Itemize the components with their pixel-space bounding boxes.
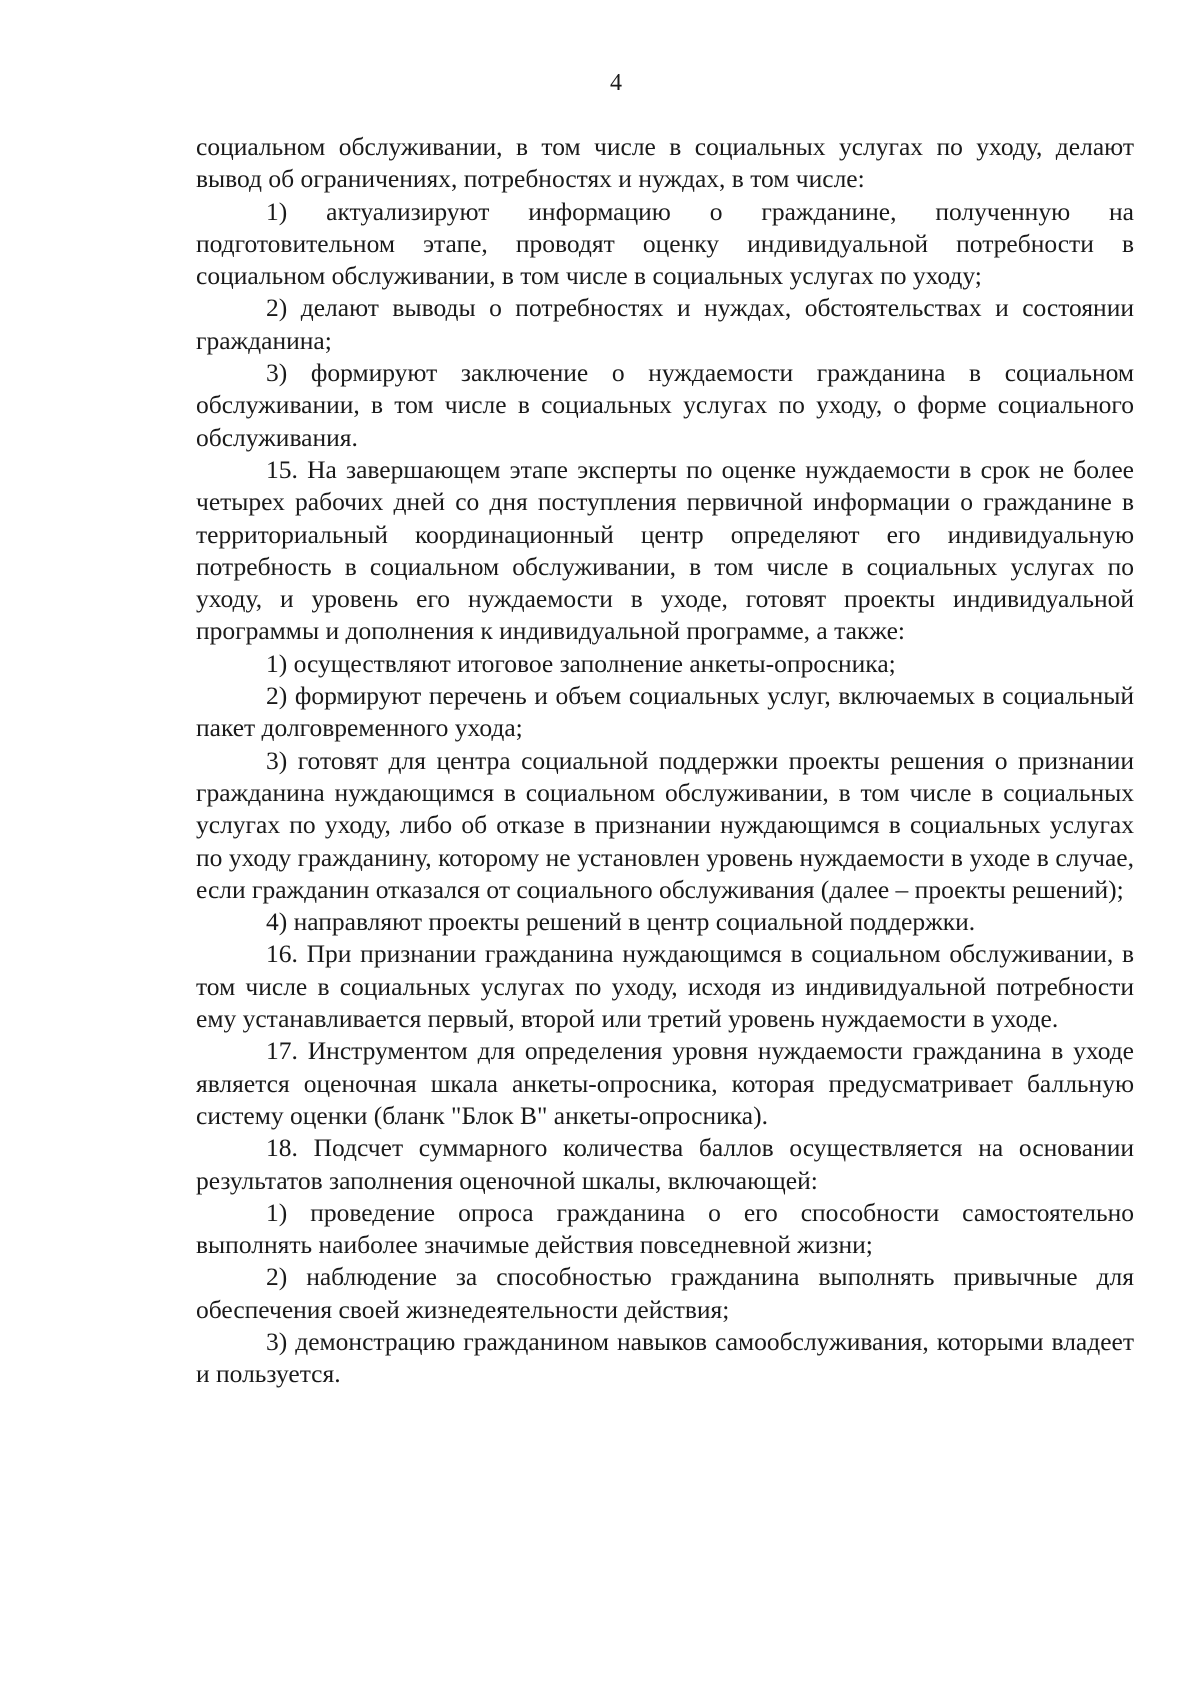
paragraph: 16. При признании гражданина нуждающимся в социальном обслуживании, в том числе в социальных услугах по уходу, исходя из индивидуальной потребности ему устанавливается первый, второй или третий уровень нуждаемости в уходе. [196,939,1134,1034]
paragraph: 1) проведение опроса гражданина о его способности самостоятельно выполнять наиболее значимые действия повседневной жизни; [196,1197,1134,1260]
paragraph: 3) демонстрацию гражданином навыков самообслуживания, которыми владеет и пользуется. [196,1326,1134,1389]
paragraph: 18. Подсчет суммарного количества баллов осуществляется на основании результатов заполнения оценочной шкалы, включающей: [196,1133,1134,1195]
document-body [196,131,1134,1391]
paragraph: 2) наблюдение за способностью гражданина выполнять привычные для обеспечения своей жизнедеятельности действия; [196,1262,1134,1324]
paragraph: 15. На завершающем этапе эксперты по оценке нуждаемости в срок не более четырех рабочих дней со дня поступления первичной информации о гражданине в территориальный координационный центр определяют его индивидуальную потребность в социальном обслуживании, в том числе в социальных услугах по уходу, и уровень его нуждаемости в уходе, готовят проекты индивидуальной программы и дополнения к индивидуальной программе, а также: [196,454,1134,646]
paragraph: 2) формируют перечень и объем социальных услуг, включаемых в социальный пакет долговременного ухода; [196,681,1134,743]
paragraph: социальном обслуживании, в том числе в социальных услугах по уходу, делают вывод об ограничениях, потребностях и нуждах, в том числе: [196,132,1134,194]
paragraph: 2) делают выводы о потребностях и нуждах, обстоятельствах и состоянии гражданина; [196,293,1134,355]
page-number: 4 [610,70,622,96]
paragraph: 3) формируют заключение о нуждаемости гражданина в социальном обслуживании, в том числе в социальных услугах по уходу, о форме социального обслуживания. [196,358,1134,452]
paragraph: 3) готовят для центра социальной поддержки проекты решения о признании гражданина нуждающимся в социальном обслуживании, в том числе в социальных услугах по уходу, либо об отказе в признании нуждающимся в социальных услугах по уходу гражданину, которому не установлен уровень нуждаемости в уходе в случае, если гражданин отказался от социального обслуживания (далее – проекты решений); [196,745,1134,904]
paragraph: 4) направляют проекты решений в центр социальной поддержки. [266,907,976,937]
paragraph: 1) актуализируют информацию о гражданине, полученную на подготовительном этапе, проводят оценку индивидуальной потребности в социальном обслуживании, в том числе в социальных услугах по уходу; [196,196,1134,291]
paragraph: 17. Инструментом для определения уровня нуждаемости гражданина в уходе является оценочная шкала анкеты-опросника, которая предусматривает балльную систему оценки (бланк "Блок В" анкеты-опросника). [196,1036,1134,1130]
paragraph: 1) осуществляют итоговое заполнение анкеты-опросника; [266,648,896,678]
